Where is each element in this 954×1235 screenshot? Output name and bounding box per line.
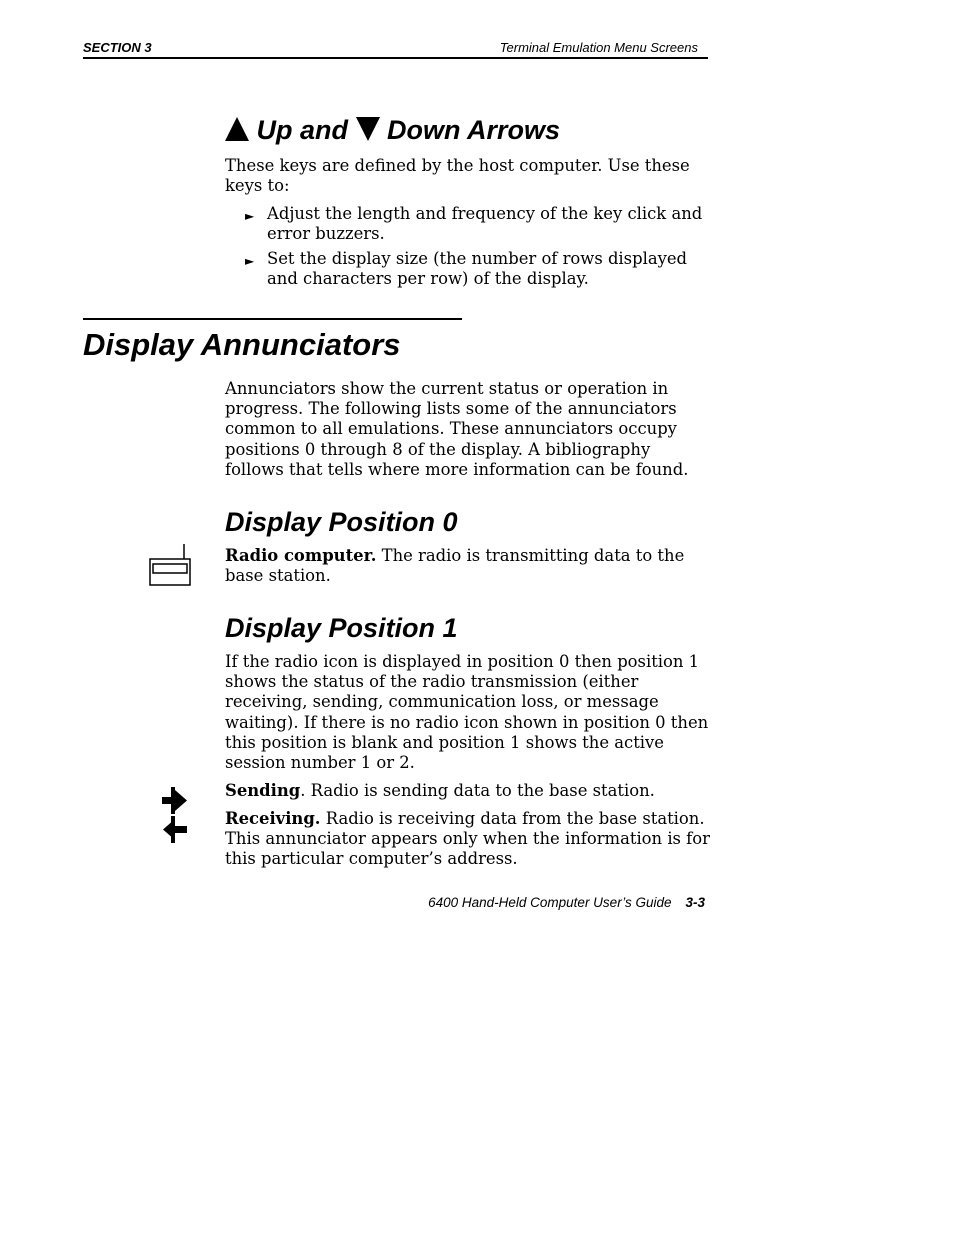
position1-heading: Display Position 1 [225,613,458,643]
receiving-term: Receiving. [225,809,321,828]
arrows-heading [225,114,560,146]
header-chapter-title: Terminal Emulation Menu Screens [499,40,698,55]
page-number: 3-3 [685,895,705,910]
radio-computer-term: Radio computer. [225,546,377,565]
footer-guide-title: 6400 Hand-Held Computer User’s Guide [428,895,672,910]
sending-text: . Radio is sending data to the base station. [300,781,655,800]
sending-description [225,781,715,801]
arrows-intro: These keys are defined by the host computer. Use these keys to: [225,156,690,196]
header-rule [83,57,708,59]
bullet-marker: ► [245,254,255,268]
bullet-marker: ► [245,209,255,223]
bullet-item: Adjust the length and frequency of the key click and error buzzers. [267,204,703,244]
section-rule [83,318,462,320]
down-arrow-icon [356,117,380,141]
annunciators-heading: Display Annunciators [83,327,401,362]
radio-computer-icon [148,544,192,587]
receiving-description [225,809,715,870]
position1-intro: If the radio icon is displayed in position 0 then position 1 shows the status of the radio transmission (either receiving, sending, communication loss, or message waiting). If there is no radio icon shown in position 0 then this position is blank and position 1 shows the active session number 1 or 2. [225,652,709,773]
bullet-item: Set the display size (the number of rows displayed and characters per row) of the display. [267,249,688,289]
sending-term: Sending [225,781,301,800]
position0-heading: Display Position 0 [225,507,458,537]
position0-description [225,546,715,586]
arrows-heading-part2: Down Arrows [387,115,561,145]
receiving-arrow-icon [162,816,188,843]
radio-computer-text: The radio is transmitting data to the base station. [225,546,685,586]
header-section: SECTION 3 [83,40,152,55]
annunciators-intro: Annunciators show the current status or operation in progress. The following lists some of the annunciators common to all emulations. These annunciators occupy positions 0 through 8 of the display. A bibliography follows that tells where more information can be found. [225,379,689,479]
sending-arrow-icon [162,787,188,814]
footer [428,895,705,910]
receiving-text: Radio is receiving data from the base station. This annunciator appears only when the information is for this particular computer’s address. [225,809,710,869]
arrows-heading-part1: Up and [256,115,349,145]
up-arrow-icon [225,117,249,141]
